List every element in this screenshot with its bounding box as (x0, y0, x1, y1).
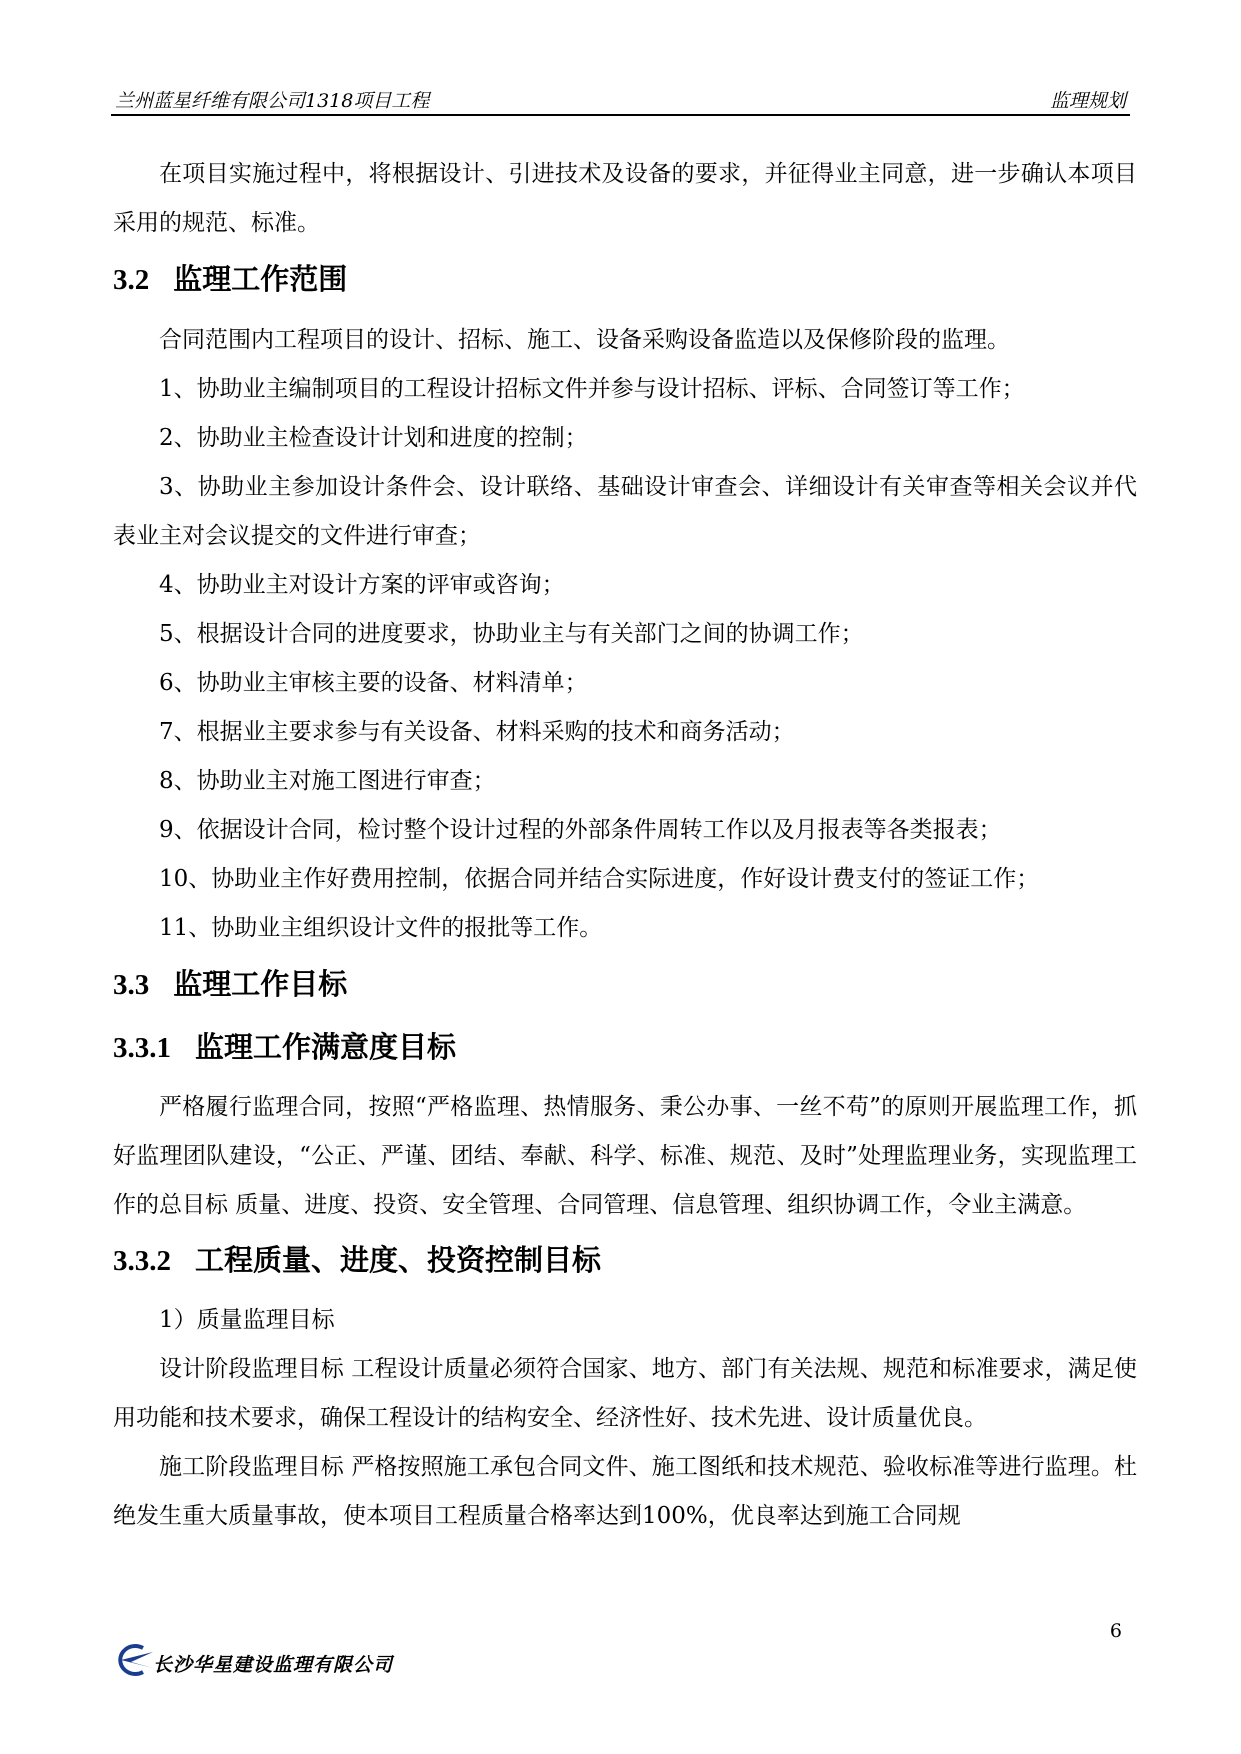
header-project-title: 兰州蓝星纤维有限公司1318项目工程 (115, 90, 430, 112)
list-item: 1、协助业主编制项目的工程设计招标文件并参与设计招标、评标、合同签订等工作； (159, 376, 1025, 402)
section-number: 3.3 (113, 969, 150, 1001)
section-title: 监理工作范围 (173, 262, 348, 296)
section-3-3-heading (113, 959, 1137, 1009)
list-item: 11、协助业主组织设计文件的报批等工作。 (159, 915, 603, 941)
section-3-2-heading (113, 254, 1137, 304)
list-item: 9、依据设计合同，检讨整个设计过程的外部条件周转工作以及月报表等各类报表； (159, 817, 1002, 843)
header-divider (111, 114, 1130, 116)
intro-paragraph: 在项目实施过程中，将根据设计、引进技术及设备的要求，并征得业主同意，进一步确认本项目采用的规范、标准。 (113, 161, 1137, 236)
page-body (113, 150, 1137, 1541)
satisfaction-paragraph: 严格履行监理合同，按照“严格监理、热情服务、秉公办事、一丝不苟”的原则开展监理工作，抓好监理团队建设，“公正、严谨、团结、奉献、科学、标准、规范、及时”处理监理业务，实现监理工作的总目标 质量、进度、投资、安全管理、合同管理、信息管理、组织协调工作，令业主满意。 (113, 1094, 1137, 1218)
list-item: 6、协助业主审核主要的设备、材料清单； (159, 670, 588, 696)
page-footer (113, 1620, 1128, 1680)
section-3-3-1-heading (113, 1021, 1137, 1073)
section-3-3-2-heading (113, 1234, 1137, 1286)
list-item: 3、协助业主参加设计条件会、设计联络、基础设计审查会、详细设计有关审查等相关会议并代表业主对会议提交的文件进行审查； (113, 474, 1137, 549)
list-item: 4、协助业主对设计方案的评审或咨询； (159, 572, 565, 598)
company-name: 长沙华星建设监理有限公司 (153, 1654, 394, 1676)
list-item: 7、根据业主要求参与有关设备、材料采购的技术和商务活动； (159, 719, 795, 745)
section-title: 工程质量、进度、投资控制目标 (195, 1243, 602, 1277)
construction-stage-paragraph: 施工阶段监理目标 严格按照施工承包合同文件、施工图纸和技术规范、验收标准等进行监理。杜绝发生重大质量事故，使本项目工程质量合格率达到100%，优良率达到施工合同规 (113, 1454, 1137, 1529)
design-stage-paragraph: 设计阶段监理目标 工程设计质量必须符合国家、地方、部门有关法规、规范和标准要求，满足使用功能和技术要求，确保工程设计的结构安全、经济性好、技术先进、设计质量优良。 (113, 1356, 1137, 1431)
page-number: 6 (1109, 1620, 1122, 1642)
section-title: 监理工作满意度目标 (195, 1030, 457, 1064)
section-number: 3.3.2 (113, 1245, 171, 1277)
header-doc-type: 监理规划 (1049, 90, 1126, 112)
section-lead: 合同范围内工程项目的设计、招标、施工、设备采购设备监造以及保修阶段的监理。 (159, 327, 1010, 353)
page-header (111, 86, 1130, 114)
section-number: 3.3.1 (113, 1032, 171, 1064)
list-item: 2、协助业主检查设计计划和进度的控制； (159, 425, 588, 451)
section-title: 监理工作目标 (173, 967, 348, 1001)
quality-subheading: 1）质量监理目标 (159, 1307, 335, 1333)
list-item: 8、协助业主对施工图进行审查； (159, 768, 496, 794)
list-item: 5、根据设计合同的进度要求，协助业主与有关部门之间的协调工作； (159, 621, 864, 647)
company-logo-icon (113, 1642, 157, 1678)
list-item: 10、协助业主作好费用控制，依据合同并结合实际进度，作好设计费支付的签证工作； (159, 866, 1040, 892)
section-number: 3.2 (113, 264, 150, 296)
